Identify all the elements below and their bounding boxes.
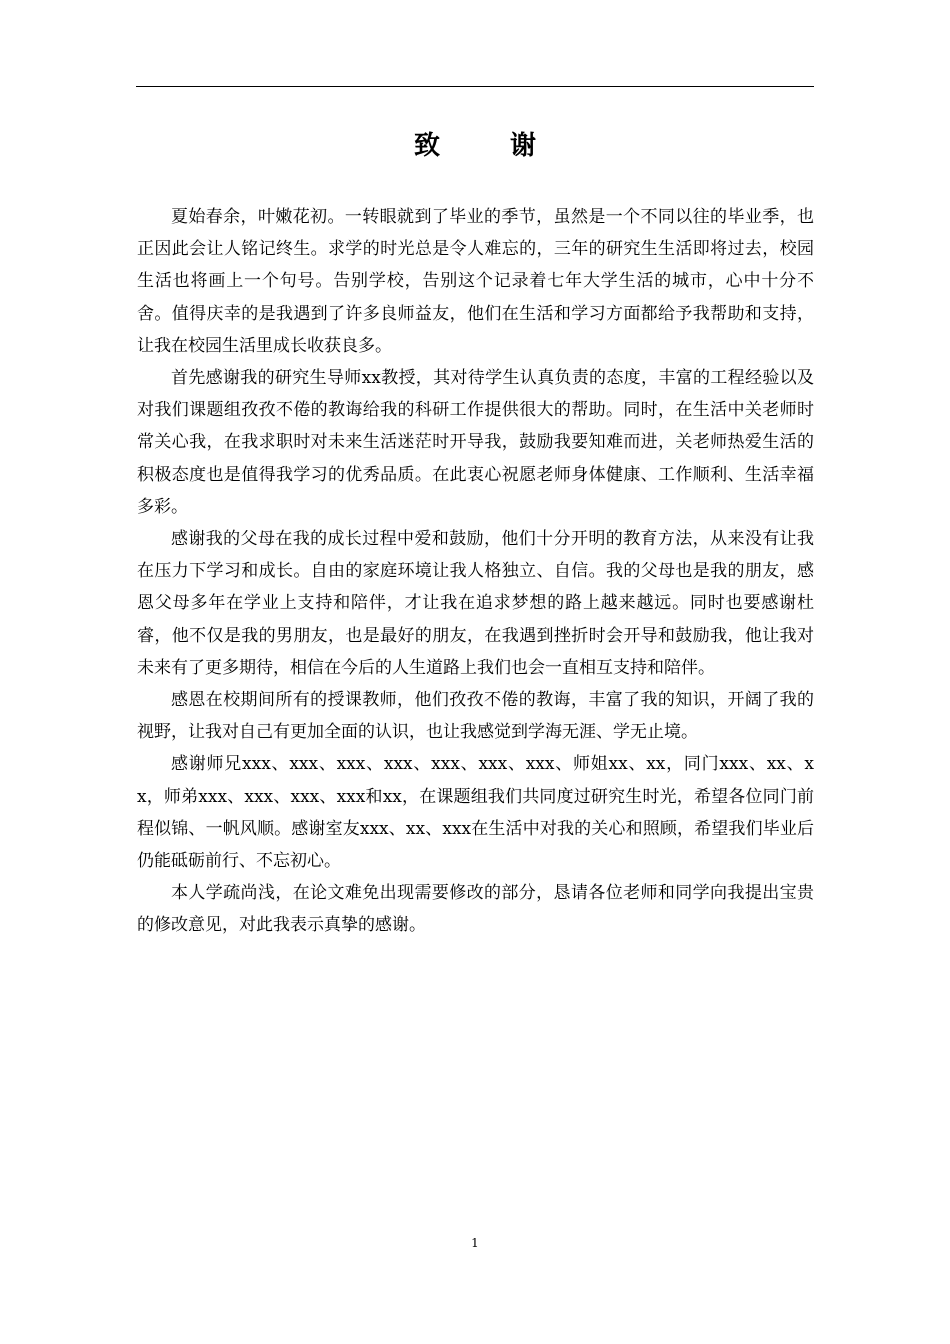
- acknowledgement-body: [137, 201, 814, 942]
- paragraph-teachers: 感恩在校期间所有的授课教师，他们孜孜不倦的教诲，丰富了我的知识，开阔了我的视野，让我对自己有更加全面的认识，也让我感觉到学海无涯、学无止境。: [137, 690, 814, 743]
- paragraph-advisor: 首先感谢我的研究生导师xx教授，其对待学生认真负责的态度，丰富的工程经验以及对我们课题组孜孜不倦的教诲给我的科研工作提供很大的帮助。同时，在生活中关老师时常关心我，在我求职时对未来生活迷茫时开导我，鼓励我要知难而进，关老师热爱生活的积极态度也是值得我学习的优秀品质。在此衷心祝愿老师身体健康、工作顺利、生活幸福多彩。: [137, 368, 814, 517]
- paragraph-closing: 本人学疏尚浅，在论文难免出现需要修改的部分，恳请各位老师和同学向我提出宝贵的修改意见，对此我表示真挚的感谢。: [137, 883, 814, 936]
- page-title: 致 谢: [413, 131, 558, 161]
- paragraph-parents: 感谢我的父母在我的成长过程中爱和鼓励，他们十分开明的教育方法，从来没有让我在压力下学习和成长。自由的家庭环境让我人格独立、自信。我的父母也是我的朋友，感恩父母多年在学业上支持和陪伴，才让我在追求梦想的路上越来越远。同时也要感谢杜睿，他不仅是我的男朋友，也是最好的朋友，在我遇到挫折时会开导和鼓励我，他让我对未来有了更多期待，相信在今后的人生道路上我们也会一直相互支持和陪伴。: [137, 529, 814, 678]
- paragraph-opening: 夏始春余，叶嫩花初。一转眼就到了毕业的季节，虽然是一个不同以往的毕业季，也正因此会让人铭记终生。求学的时光总是令人难忘的，三年的研究生生活即将过去，校园生活也将画上一个句号。告别学校，告别这个记录着七年大学生活的城市，心中十分不舍。值得庆幸的是我遇到了许多良师益友，他们在生活和学习方面都给予我帮助和支持，让我在校园生活里成长收获良多。: [137, 207, 814, 356]
- page-number: 1: [471, 1236, 479, 1250]
- paragraph-classmates: 感谢师兄xxx、xxx、xxx、xxx、xxx、xxx、xxx、师姐xx、xx，同门xxx、xx、xx，师弟xxx、xxx、xxx、xxx和xx，在课题组我们共同度过研究生时光，希望各位同门前程似锦、一帆风顺。感谢室友xxx、xx、xxx在生活中对我的关心和照顾，希望我们毕业后仍能砥砺前行、不忘初心。: [137, 754, 814, 872]
- header-rule: [136, 86, 814, 87]
